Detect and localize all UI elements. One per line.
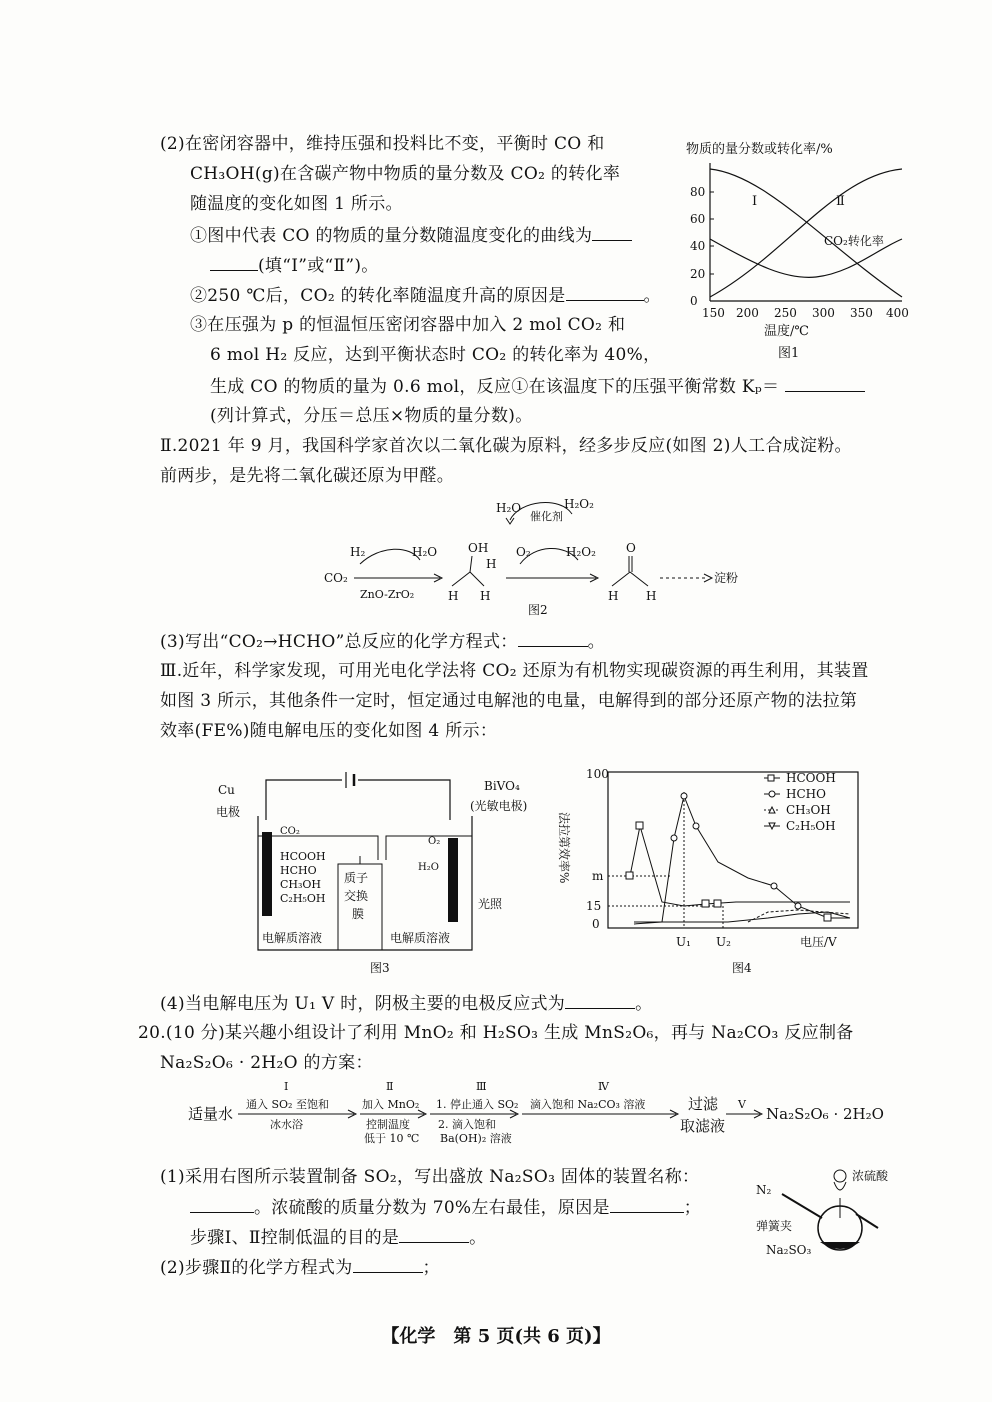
flow-s2-num: Ⅱ — [386, 1080, 394, 1093]
flow-s3-bottom2: Ba(OH)₂ 溶液 — [440, 1132, 512, 1145]
fig1-xtick-400: 400 — [886, 306, 909, 320]
fig1-ytick-20: 20 — [690, 267, 706, 281]
fig3-membrane-1: 质子 — [344, 871, 369, 885]
q2-subq-3-line-3-text: 生成 CO 的物质的量为 0.6 mol，反应①在该温度下的压强平衡常数 Kₚ＝ — [210, 377, 780, 397]
fig4-u2: U₂ — [716, 935, 731, 949]
flow-s4-top: 滴入饱和 Na₂CO₃ 溶液 — [530, 1098, 646, 1111]
app-acid: 浓硫酸 — [852, 1169, 889, 1183]
figure-3-cell — [200, 760, 560, 980]
answer-blank[interactable] — [565, 992, 635, 1009]
fig4-legend-3: CH₃OH — [786, 803, 831, 817]
answer-blank[interactable] — [190, 1196, 254, 1213]
fig3-bivo4: BiVO₄ — [484, 779, 520, 793]
flow-product: Na₂S₂O₆ · 2H₂O — [766, 1105, 884, 1123]
page-footer: 【化学 第 5 页(共 6 页)】 — [381, 1326, 611, 1347]
fig4-legend-4: C₂H₅OH — [786, 819, 836, 833]
fig2-h2o: H₂O — [412, 545, 438, 559]
fig2-h-left-2: H — [480, 589, 491, 603]
q20-2-line — [160, 1256, 440, 1279]
q20-1-line-2-end: ； — [683, 1198, 702, 1218]
answer-blank[interactable] — [399, 1226, 469, 1243]
fig4-y0: 0 — [592, 917, 600, 931]
fig1-ytick-60: 60 — [690, 212, 706, 226]
fig2-co2: CO₂ — [324, 571, 348, 585]
flow-s1-bottom: 冰水浴 — [270, 1118, 303, 1131]
answer-blank[interactable] — [566, 284, 644, 301]
fig3-caption: 图3 — [370, 961, 390, 975]
fig1-xlabel: 温度/℃ — [764, 324, 809, 339]
q2-subq-2-text: ②250 ℃后，CO₂ 的转化率随温度升高的原因是 — [190, 286, 566, 306]
so2-apparatus — [752, 1158, 912, 1268]
fig4-series-hcooh — [630, 826, 850, 906]
q3-end: 。 — [587, 632, 605, 652]
q20-2-text: (2)步骤Ⅱ的化学方程式为 — [160, 1258, 353, 1278]
fig3-sol-left: 电解质溶液 — [262, 931, 323, 945]
fig2-oh: OH — [468, 541, 489, 555]
fig4-legend-1: HCOOH — [786, 771, 836, 785]
flow-start: 适量水 — [188, 1105, 234, 1123]
q2-subq-1-hint-text: (填“Ⅰ”或“Ⅱ”)。 — [258, 256, 379, 276]
fig1-xtick-250: 250 — [774, 306, 797, 320]
q20-1-line-1: (1)采用右图所示装置制备 SO₂，写出盛放 Na₂SO₃ 固体的装置名称： — [160, 1167, 700, 1187]
answer-blank[interactable] — [518, 630, 588, 647]
flow-s1-num: Ⅰ — [284, 1080, 289, 1093]
fig2-catalyst: 催化剂 — [530, 510, 563, 523]
fig2-h2o2-top: H₂O₂ — [564, 497, 594, 511]
q2-subq-2 — [190, 284, 661, 307]
answer-blank[interactable] — [353, 1256, 423, 1273]
q20-1-line-3 — [190, 1226, 486, 1249]
answer-blank[interactable] — [785, 375, 865, 392]
fig1-xtick-150: 150 — [702, 306, 725, 320]
fig1-label-co2: CO₂转化率 — [824, 234, 884, 248]
fig2-h2: H₂ — [350, 545, 366, 559]
q2-subq-2-end: 。 — [643, 286, 661, 306]
part3-line-1: Ⅲ.近年，科学家发现，可用光电化学法将 CO₂ 还原为有机物实现碳资源的再生利用，其装置 — [160, 661, 869, 681]
fig3-wire — [266, 780, 450, 820]
fig1-ytick-0: 0 — [690, 294, 698, 308]
flow-s2-top: 加入 MnO₂ — [362, 1098, 420, 1111]
q2-subq-1 — [190, 224, 632, 247]
flow-s3-bottom: 2. 滴入饱和 — [438, 1118, 496, 1131]
q20-1-line-3-text: 步骤Ⅰ、Ⅱ控制低温的目的是 — [190, 1228, 400, 1248]
fig3-light: 光照 — [478, 897, 503, 911]
fig3-photo: (光敏电极) — [470, 799, 528, 813]
q20-1-line-3-end: 。 — [469, 1228, 487, 1248]
fig3-membrane-2: 交换 — [344, 889, 369, 903]
answer-blank[interactable] — [592, 224, 632, 241]
fig2-cat2: ZnO-ZrO₂ — [360, 588, 415, 601]
fig4-ylabel: 法拉第效率% — [557, 812, 571, 884]
q3-text: (3)写出“CO₂→HCHO”总反应的化学方程式： — [160, 632, 518, 652]
answer-blank[interactable] — [610, 1196, 684, 1213]
part3-line-3: 效率(FE%)随电解电压的变化如图 4 所示： — [160, 721, 498, 741]
figure-1-chart — [676, 135, 916, 365]
flow-filtrate: 取滤液 — [680, 1117, 726, 1135]
q4-line — [160, 992, 652, 1015]
q20-line-1: 20.(10 分)某兴趣小组设计了利用 MnO₂ 和 H₂SO₃ 生成 MnS₂O₆，再与 Na₂CO₃ 反应制备 — [138, 1023, 854, 1043]
q20-line-2: Na₂S₂O₆ · 2H₂O 的方案： — [160, 1053, 373, 1073]
q4-end: 。 — [635, 994, 653, 1014]
q20-1-line-2-text: 。浓硫酸的质量分数为 70%左右最佳，原因是 — [254, 1198, 610, 1218]
part2-line-2: 前两步，是先将二氧化碳还原为甲醛。 — [160, 466, 455, 486]
app-clip: 弹簧夹 — [756, 1219, 793, 1233]
fig3-sol-right: 电解质溶液 — [390, 931, 451, 945]
fig4-y15: 15 — [586, 899, 602, 913]
fig3-product-4: C₂H₅OH — [280, 892, 326, 905]
q2-line-2: CH₃OH(g)在含碳产物中物质的量分数及 CO₂ 的转化率 — [190, 164, 621, 184]
fig3-membrane-3: 膜 — [352, 907, 365, 921]
fig3-product-1: HCOOH — [280, 850, 326, 863]
fig3-h2o: H₂O — [418, 862, 439, 873]
flow-filter: 过滤 — [688, 1095, 719, 1113]
fig1-xtick-300: 300 — [812, 306, 835, 320]
fig3-cu-electrode — [262, 832, 272, 916]
fig1-caption: 图1 — [778, 346, 800, 361]
q2-subq-1-hint — [210, 254, 379, 277]
fig3-product-2: HCHO — [280, 864, 317, 877]
fig3-co2: CO₂ — [280, 826, 300, 837]
q20-2-end: ； — [422, 1258, 440, 1278]
flow-s5: Ⅴ — [738, 1098, 746, 1111]
q20-1-line-2 — [190, 1196, 701, 1219]
q2-subq-3: ③在压强为 p 的恒温恒压密闭容器中加入 2 mol CO₂ 和 — [190, 315, 626, 335]
fig1-xtick-350: 350 — [850, 306, 873, 320]
flow-s3-num: Ⅲ — [476, 1080, 487, 1093]
fig4-caption: 图4 — [732, 961, 752, 975]
fig3-electrode: 电极 — [216, 805, 241, 819]
fig3-product-3: CH₃OH — [280, 878, 322, 891]
flow-s2-bottom2: 低于 10 ℃ — [364, 1132, 420, 1145]
fig1-ylabel: 物质的量分数或转化率/% — [686, 142, 833, 157]
q4-text: (4)当电解电压为 U₁ V 时，阴极主要的电极反应式为 — [160, 994, 566, 1014]
fig2-h2o2: H₂O₂ — [566, 545, 596, 559]
fig1-label-I: Ⅰ — [752, 194, 758, 209]
flow-s3-top: 1. 停止通入 SO₂ — [436, 1098, 519, 1111]
fig2-h2o-top: H₂O — [496, 501, 522, 515]
fig2-arc-1 — [360, 549, 420, 564]
q2-subq-1-text: ①图中代表 CO 的物质的量分数随温度变化的曲线为 — [190, 226, 593, 246]
fig4-series-ch3oh — [748, 910, 850, 922]
fig2-h-ald-1: H — [608, 589, 619, 603]
fig2-h-right: H — [486, 557, 497, 571]
fig3-o2: O₂ — [428, 836, 441, 847]
fig4-ym: m — [592, 869, 604, 883]
fig3-bivo4-electrode — [448, 838, 458, 922]
app-n2: N₂ — [756, 1183, 772, 1197]
answer-blank[interactable] — [210, 254, 258, 271]
flow-s1-top: 通入 SO₂ 至饱和 — [246, 1098, 329, 1111]
fig2-h-left: H — [448, 589, 459, 603]
fig1-xtick-200: 200 — [736, 306, 759, 320]
q2-subq-3-line-2: 6 mol H₂ 反应，达到平衡状态时 CO₂ 的转化率为 40%， — [210, 345, 661, 365]
part2-line-1: Ⅱ.2021 年 9 月，我国科学家首次以二氧化碳为原料，经多步反应(如图 2)人工合成淀粉。 — [160, 436, 852, 456]
fig3-cu: Cu — [218, 783, 235, 797]
fig2-o2: O₂ — [516, 545, 531, 559]
fig2-starch: 淀粉 — [714, 571, 739, 585]
figure-4-chart — [557, 762, 868, 982]
figure-2-diagram — [320, 490, 760, 620]
app-na2so3: Na₂SO₃ — [766, 1243, 812, 1257]
q2-line-3: 随温度的变化如图 1 所示。 — [190, 194, 403, 214]
q2-subq-3-line-3 — [210, 375, 865, 398]
flow-s4-num: Ⅳ — [598, 1080, 609, 1093]
fig1-xticks — [702, 306, 909, 320]
process-flowchart — [186, 1076, 906, 1150]
q2-subq-3-line-4: (列计算式，分压＝总压×物质的量分数)。 — [210, 406, 533, 426]
fig1-label-II: Ⅱ — [836, 194, 845, 209]
fig4-legend-2: HCHO — [786, 787, 826, 801]
fig2-caption: 图2 — [528, 603, 548, 617]
flow-s2-bottom: 控制温度 — [366, 1118, 410, 1131]
q2-line-1: (2)在密闭容器中，维持压强和投料比不变，平衡时 CO 和 — [160, 134, 605, 154]
fig2-h-ald-2: H — [646, 589, 657, 603]
fig4-y100: 100 — [586, 767, 609, 781]
fig2-o: O — [626, 541, 636, 555]
fig1-ytick-80: 80 — [690, 185, 706, 199]
fig1-ytick-40: 40 — [690, 239, 706, 253]
fig4-u1: U₁ — [676, 935, 691, 949]
part3-line-2: 如图 3 所示，其他条件一定时，恒定通过电解池的电量，电解得到的部分还原产物的法拉第 — [160, 691, 858, 711]
fig4-xlabel: 电压/V — [800, 935, 837, 949]
q3-line — [160, 630, 605, 653]
